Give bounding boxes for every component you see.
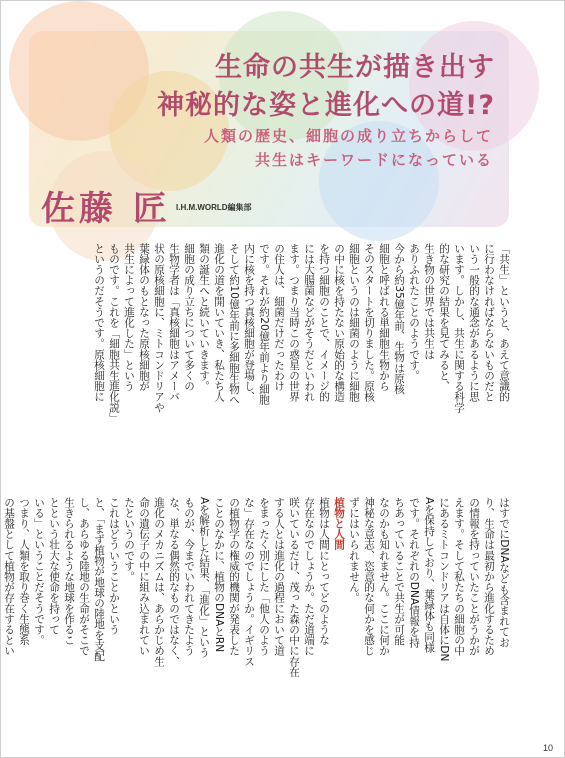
text-column: そして約10億年前に多細胞生物へ: [228, 243, 240, 405]
article-body-bottom: [3, 497, 510, 742]
subtitle-line-2: 共生はキーワードになっている: [254, 151, 493, 169]
text-column: 的な研究の結果を見てみると、: [438, 243, 450, 392]
section-heading: 植物と人間: [333, 497, 345, 550]
text-column: 今から約35億年前、生物は原核: [393, 243, 405, 395]
text-column: 細胞というのは細菌のように細胞: [348, 243, 360, 402]
text-column: し、あらゆる陸地の生命がそこで: [78, 497, 90, 656]
text-column: をまったく別にした「他人のよう: [258, 497, 270, 656]
text-column: です。それぞれのDNA情報を持: [408, 497, 420, 648]
text-column: ます。つまり当時この惑星の世界: [288, 243, 300, 402]
title-line-1: 生命の共生が描き出す: [215, 52, 495, 83]
text-column: 類の誕生へと続いていきます。: [198, 243, 210, 392]
text-column: 存在なのでしょうか。ただ道端に: [303, 497, 315, 656]
text-column: する人とは進化の過程において道: [273, 497, 285, 656]
header-banner: [29, 31, 509, 227]
text-column: Aを保持しており、葉緑体も同様: [423, 497, 435, 653]
text-column: たというのです。: [123, 497, 135, 582]
text-column: 進化のメカニズムは、あらかじめ生: [153, 497, 165, 667]
text-column: ずにはいられません。: [348, 497, 360, 603]
text-column: の情報を持っていたことがうかが: [468, 497, 480, 656]
article-body-top: [29, 243, 510, 488]
text-column: そのスタートを切りました。原核: [363, 243, 375, 402]
author-name: 佐藤 匠: [41, 189, 171, 229]
text-column: 内に核を持つ真核細胞が登場し、: [243, 243, 255, 402]
text-column: の住人は、細菌だけだったわけ: [273, 243, 285, 392]
text-column: ものが、今までいわれてきたよう: [183, 497, 195, 656]
text-column: な」存在なのでしょうか。イギリス: [243, 497, 255, 667]
text-column: 進化の道を開いていき、私たち人: [213, 243, 225, 402]
text-column: なのかも知れません。ここに何か: [378, 497, 390, 656]
text-column: これはどういうことかという: [108, 497, 120, 635]
text-column: 生きられるような地球を作るこ: [63, 497, 75, 646]
text-column: 細胞と呼ばれる単細胞生物から: [378, 243, 390, 392]
text-column: ありふれたことのようです。: [408, 243, 420, 381]
text-column: な、単なる偶然的なものではなく、: [168, 497, 180, 667]
title-line-2: 神秘的な姿と進化への道!?: [157, 90, 495, 121]
text-column: 咲いているだけ、茂った森の中に存在: [288, 497, 300, 678]
text-column: り、生命は最初から進化するため: [483, 497, 495, 656]
text-column: とという壮大な使命を持って: [48, 497, 60, 635]
text-column: 状の原核細胞に、ミトコンドリアや: [153, 243, 165, 413]
page-number: 10: [542, 743, 553, 753]
text-column: 「共生」というと、あえて意識的: [498, 243, 510, 402]
text-column: えます。そして私たちの細胞の中: [453, 497, 465, 656]
text-column: 神秘な意志、恣意的な何かを感じ: [363, 497, 375, 656]
text-column: 細胞の成り立ちについて多くの: [183, 243, 195, 392]
text-column: 共生によって進化した」という: [123, 243, 135, 392]
text-column: います。しかし、共生に関する科学: [453, 243, 465, 413]
text-column: 葉緑体のもとなった原核細胞が: [138, 243, 150, 392]
text-column: というのだそうです。原核細胞に: [93, 243, 105, 402]
text-column: と、「まず植物が地球の陸地を支配: [93, 497, 105, 662]
text-column: 生物学者は「真核細胞はアメーバ: [168, 243, 180, 402]
text-column: に行わなければならないものだと: [483, 243, 495, 402]
text-column: 命の遺伝子の中に組み込まれてい: [138, 497, 150, 656]
text-column: の植物学の権威的機関が発表した: [228, 497, 240, 656]
text-column: の基盤として植物が存在するとい: [3, 497, 15, 656]
text-column: はすでにDNAなども含まれてお: [498, 497, 510, 648]
text-column: いう一般的な通念があるように思: [468, 243, 480, 402]
text-column: にあるミトコンドリアは自体にDN: [438, 497, 450, 662]
text-column: いる」ということだそうです。: [33, 497, 45, 646]
text-column: 生き物の世界では共生は: [423, 243, 435, 360]
text-column: Aを解析した結果、「進化」という: [198, 497, 210, 658]
text-column: を持つ細胞のことで、イメージ的: [318, 243, 330, 402]
text-column: ことのなかに、植物のDNAとRN: [213, 497, 225, 653]
subtitle-line-1: 人類の歴史、細胞の成り立ちからして: [203, 127, 493, 145]
text-column: ものです。これを「細胞共生進化説」: [108, 243, 120, 424]
text-column: には大腸菌などがそうだといわれ: [303, 243, 315, 402]
text-column: ちあっていることで共生が可能: [393, 497, 405, 646]
text-column: です。それが約20億年前より細胞: [258, 243, 270, 405]
author-affiliation: I.H.M.WORLD編集部: [176, 203, 252, 212]
text-column: つまり、人類を取り巻く生態系: [18, 497, 30, 646]
text-column: 植物は人間にとってどのような: [318, 497, 330, 646]
text-column: の中に核を持たない原始的な構造: [333, 243, 345, 402]
